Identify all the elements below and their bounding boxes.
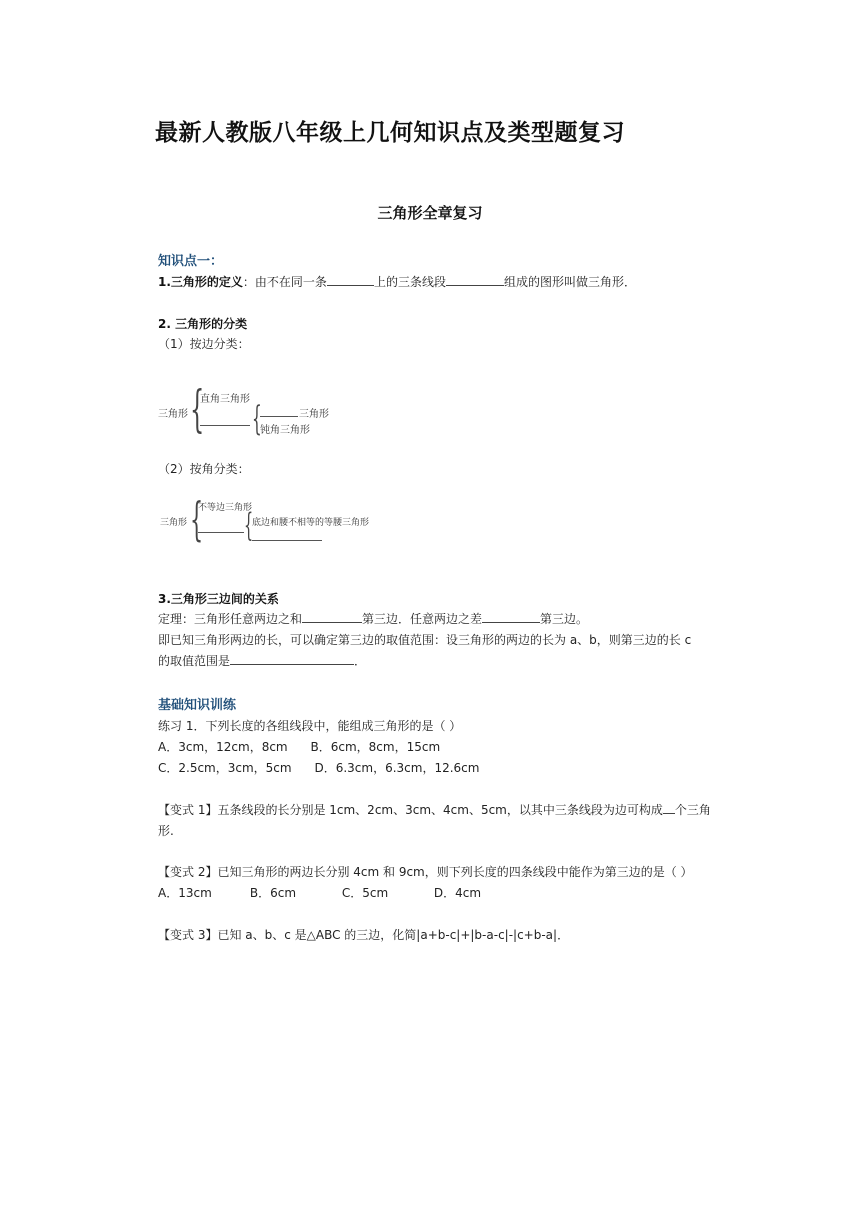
answer-blank bbox=[482, 610, 540, 623]
answer-blank bbox=[260, 416, 298, 417]
theorem-text-c: 第三边。 bbox=[540, 612, 589, 626]
range-text-b: ． bbox=[354, 654, 367, 668]
answer-blank bbox=[302, 610, 362, 623]
definition-label: 1.三角形的定义 bbox=[158, 275, 243, 289]
by-side-label: （1）按边分类： bbox=[158, 337, 250, 351]
answer-blank bbox=[252, 540, 322, 541]
right-triangle-label: 直角三角形 bbox=[200, 394, 250, 405]
theorem-line bbox=[158, 610, 588, 627]
variant-1-line-1 bbox=[158, 801, 711, 818]
variant-2-question: 【变式 2】已知三角形的两边长分别 4cm 和 9cm，则下列长度的四条线段中能作为第三边的是（ ） bbox=[158, 865, 693, 879]
answer-blank bbox=[327, 273, 374, 286]
side-relation-heading: 3.三角形三边间的关系 bbox=[158, 592, 279, 606]
document-title: 最新人教版八年级上几何知识点及类型题复习 bbox=[155, 120, 625, 146]
theorem-text-b: 第三边．任意两边之差 bbox=[362, 612, 483, 626]
theorem-text-a: 定理：三角形任意两边之和 bbox=[158, 612, 303, 626]
answer-blank bbox=[198, 532, 244, 533]
exercise-1-options-row-1: A．3cm，12cm，8cm B．6cm，8cm，15cm bbox=[158, 740, 441, 754]
range-line-1: 即已知三角形两边的长，可以确定第三边的取值范围：设三角形的两边的长为 a、b，则第三边的长 c bbox=[158, 633, 692, 647]
answer-blank bbox=[200, 425, 250, 426]
variant-1-text-b: 个三角 bbox=[674, 803, 711, 817]
knowledge-point-heading: 知识点一： bbox=[158, 254, 224, 269]
brace-icon: { bbox=[190, 380, 205, 438]
by-side-root: 三角形 bbox=[158, 409, 188, 420]
brace-icon: { bbox=[244, 506, 254, 544]
basic-training-heading: 基础知识训练 bbox=[158, 698, 237, 713]
exercise-1-options-row-2: C．2.5cm，3cm，5cm D．6.3cm，6.3cm，12.6cm bbox=[158, 761, 480, 775]
answer-blank bbox=[446, 273, 504, 286]
exercise-1-question: 练习 1．下列长度的各组线段中，能组成三角形的是（ ） bbox=[158, 719, 462, 733]
brace-icon: { bbox=[190, 492, 204, 546]
range-line-2 bbox=[158, 652, 366, 669]
scalene-triangle-label: 不等边三角形 bbox=[198, 503, 253, 513]
range-text-a: 的取值范围是 bbox=[158, 654, 231, 668]
variant-2-options: A．13cm B．6cm C．5cm D．4cm bbox=[158, 886, 482, 900]
definition-line bbox=[158, 273, 636, 290]
variant-1-text-a: 【变式 1】五条线段的长分别是 1cm、2cm、3cm、4cm、5cm，以其中三条线段为边可构成 bbox=[158, 803, 663, 817]
sub-triangle-label: 三角形 bbox=[299, 409, 329, 420]
definition-text-b: 上的三条线段 bbox=[373, 275, 446, 289]
classification-heading: 2. 三角形的分类 bbox=[158, 317, 248, 331]
brace-icon: { bbox=[252, 399, 262, 439]
variant-1-line-2: 形. bbox=[158, 824, 174, 838]
variant-3-text: 【变式 3】已知 a、b、c 是△ABC 的三边，化简|a+b-c|+|b-a-c|-|c+b-a|． bbox=[158, 928, 570, 942]
definition-text-c: 组成的图形叫做三角形． bbox=[503, 275, 636, 289]
definition-text-a: ：由不在同一条 bbox=[242, 275, 327, 289]
by-angle-label: （2）按角分类： bbox=[158, 462, 250, 476]
obtuse-triangle-label: 钝角三角形 bbox=[260, 425, 310, 436]
answer-blank bbox=[663, 801, 675, 814]
answer-blank bbox=[230, 652, 354, 665]
section-title: 三角形全章复习 bbox=[377, 204, 483, 222]
isosceles-non-equal-label: 底边和腰不相等的等腰三角形 bbox=[252, 518, 370, 528]
by-angle-root: 三角形 bbox=[160, 518, 188, 528]
